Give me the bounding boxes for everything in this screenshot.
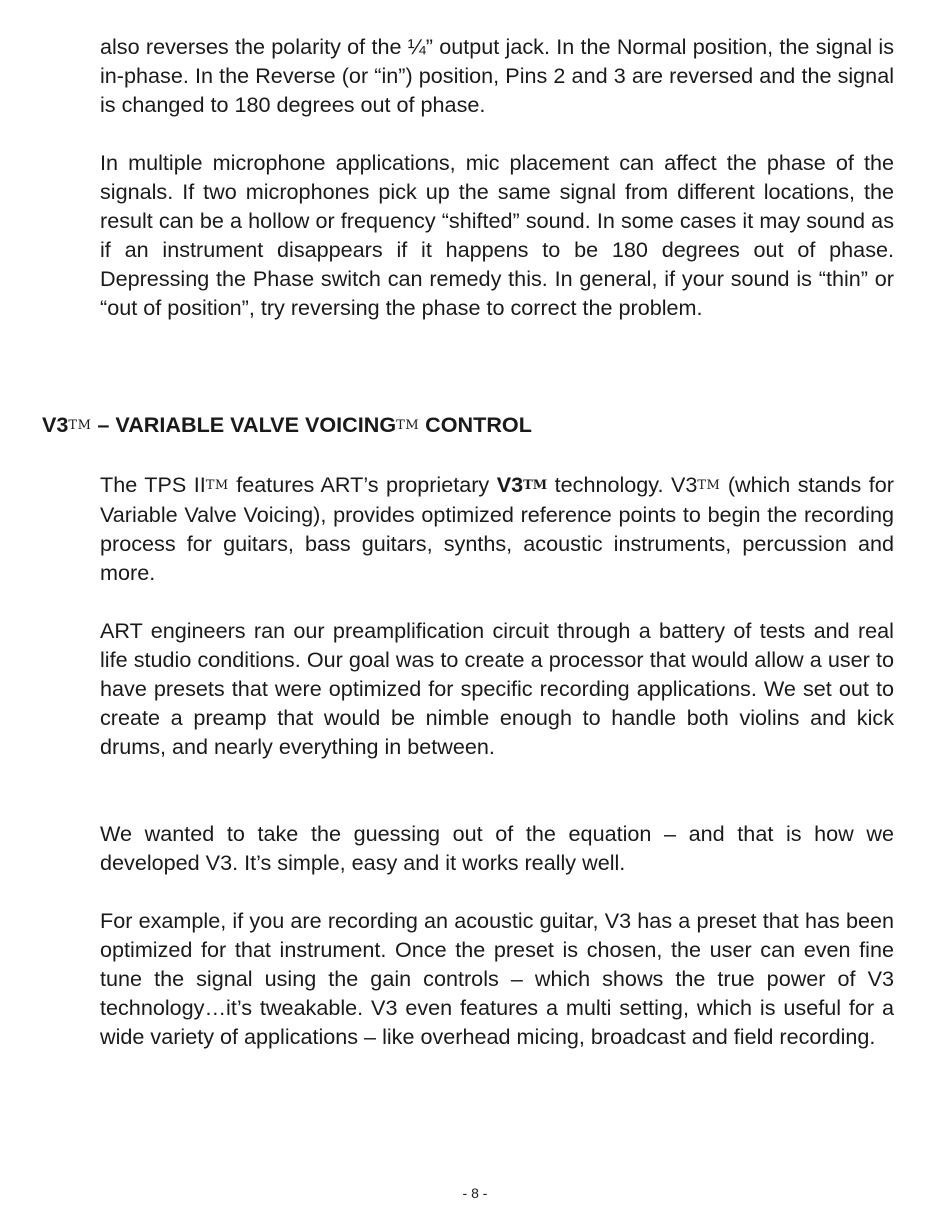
paragraph-art-engineers: ART engineers ran our preamplification circuit through a battery of tests and real life studio conditions. Our goal was to create a processor that would allow a user to have presets that were optimized for specific recording applications. We set out to create a preamp that would be nimble enough to handle both violins and kick drums, and nearly everything in between. <box>100 618 894 759</box>
trademark-mark-bold: TM <box>523 478 548 493</box>
paragraph-guessing: We wanted to take the guessing out of the equation – and that is how we developed V3. It’s simple, easy and it works really well. <box>100 821 894 875</box>
paragraph-v3-intro <box>100 470 894 587</box>
intro-text-b: features ART’s proprietary <box>228 472 497 497</box>
intro-text-d: technology. V3 <box>547 472 698 497</box>
paragraph-multiple-microphones: In multiple microphone applications, mic placement can affect the phase of the signals. If two microphones pick up the same signal from different locations, the result can be a hollow or frequency “shifted” sound. In some cases it may sound as if an instrument disappears if it happens to be 180 degrees out of phase. Depressing the Phase switch can remedy this. In general, if your sound is “thin” or “out of position”, try reversing the phase to correct the problem. <box>100 150 894 320</box>
intro-text-e: (which stands for Variable Valve Voicing), provides optimized reference points to begin the recording process for guitars, bass guitars, synths, acoustic instruments, percussion and more. <box>100 472 895 585</box>
section-heading-v3 <box>42 410 532 440</box>
intro-text-v3-bold: V3 <box>496 472 524 497</box>
heading-text-v3: V3 <box>42 412 69 437</box>
heading-text-control: CONTROL <box>419 412 532 437</box>
trademark-mark: TM <box>205 478 229 493</box>
intro-text-a: The TPS II <box>100 472 206 497</box>
trademark-mark: TM <box>396 418 420 433</box>
trademark-mark: TM <box>68 418 92 433</box>
paragraph-example-acoustic-guitar: For example, if you are recording an acoustic guitar, V3 has a preset that has been optimized for that instrument. Once the preset is chosen, the user can even fine tune the signal using the gain controls – which shows the true power of V3 technology…it’s tweakable. V3 even features a multi setting, which is useful for a wide variety of applications – like overhead micing, broadcast and field recording. <box>100 908 894 1049</box>
trademark-mark: TM <box>697 478 721 493</box>
heading-text-variable-valve-voicing: – VARIABLE VALVE VOICING <box>91 412 397 437</box>
page-number: - 8 - <box>462 1185 488 1201</box>
paragraph-phase-polarity: also reverses the polarity of the ¼” output jack. In the Normal position, the signal is in-phase. In the Reverse (or “in”) position, Pins 2 and 3 are reversed and the signal is changed to 180 degrees out of phase. <box>100 34 894 117</box>
